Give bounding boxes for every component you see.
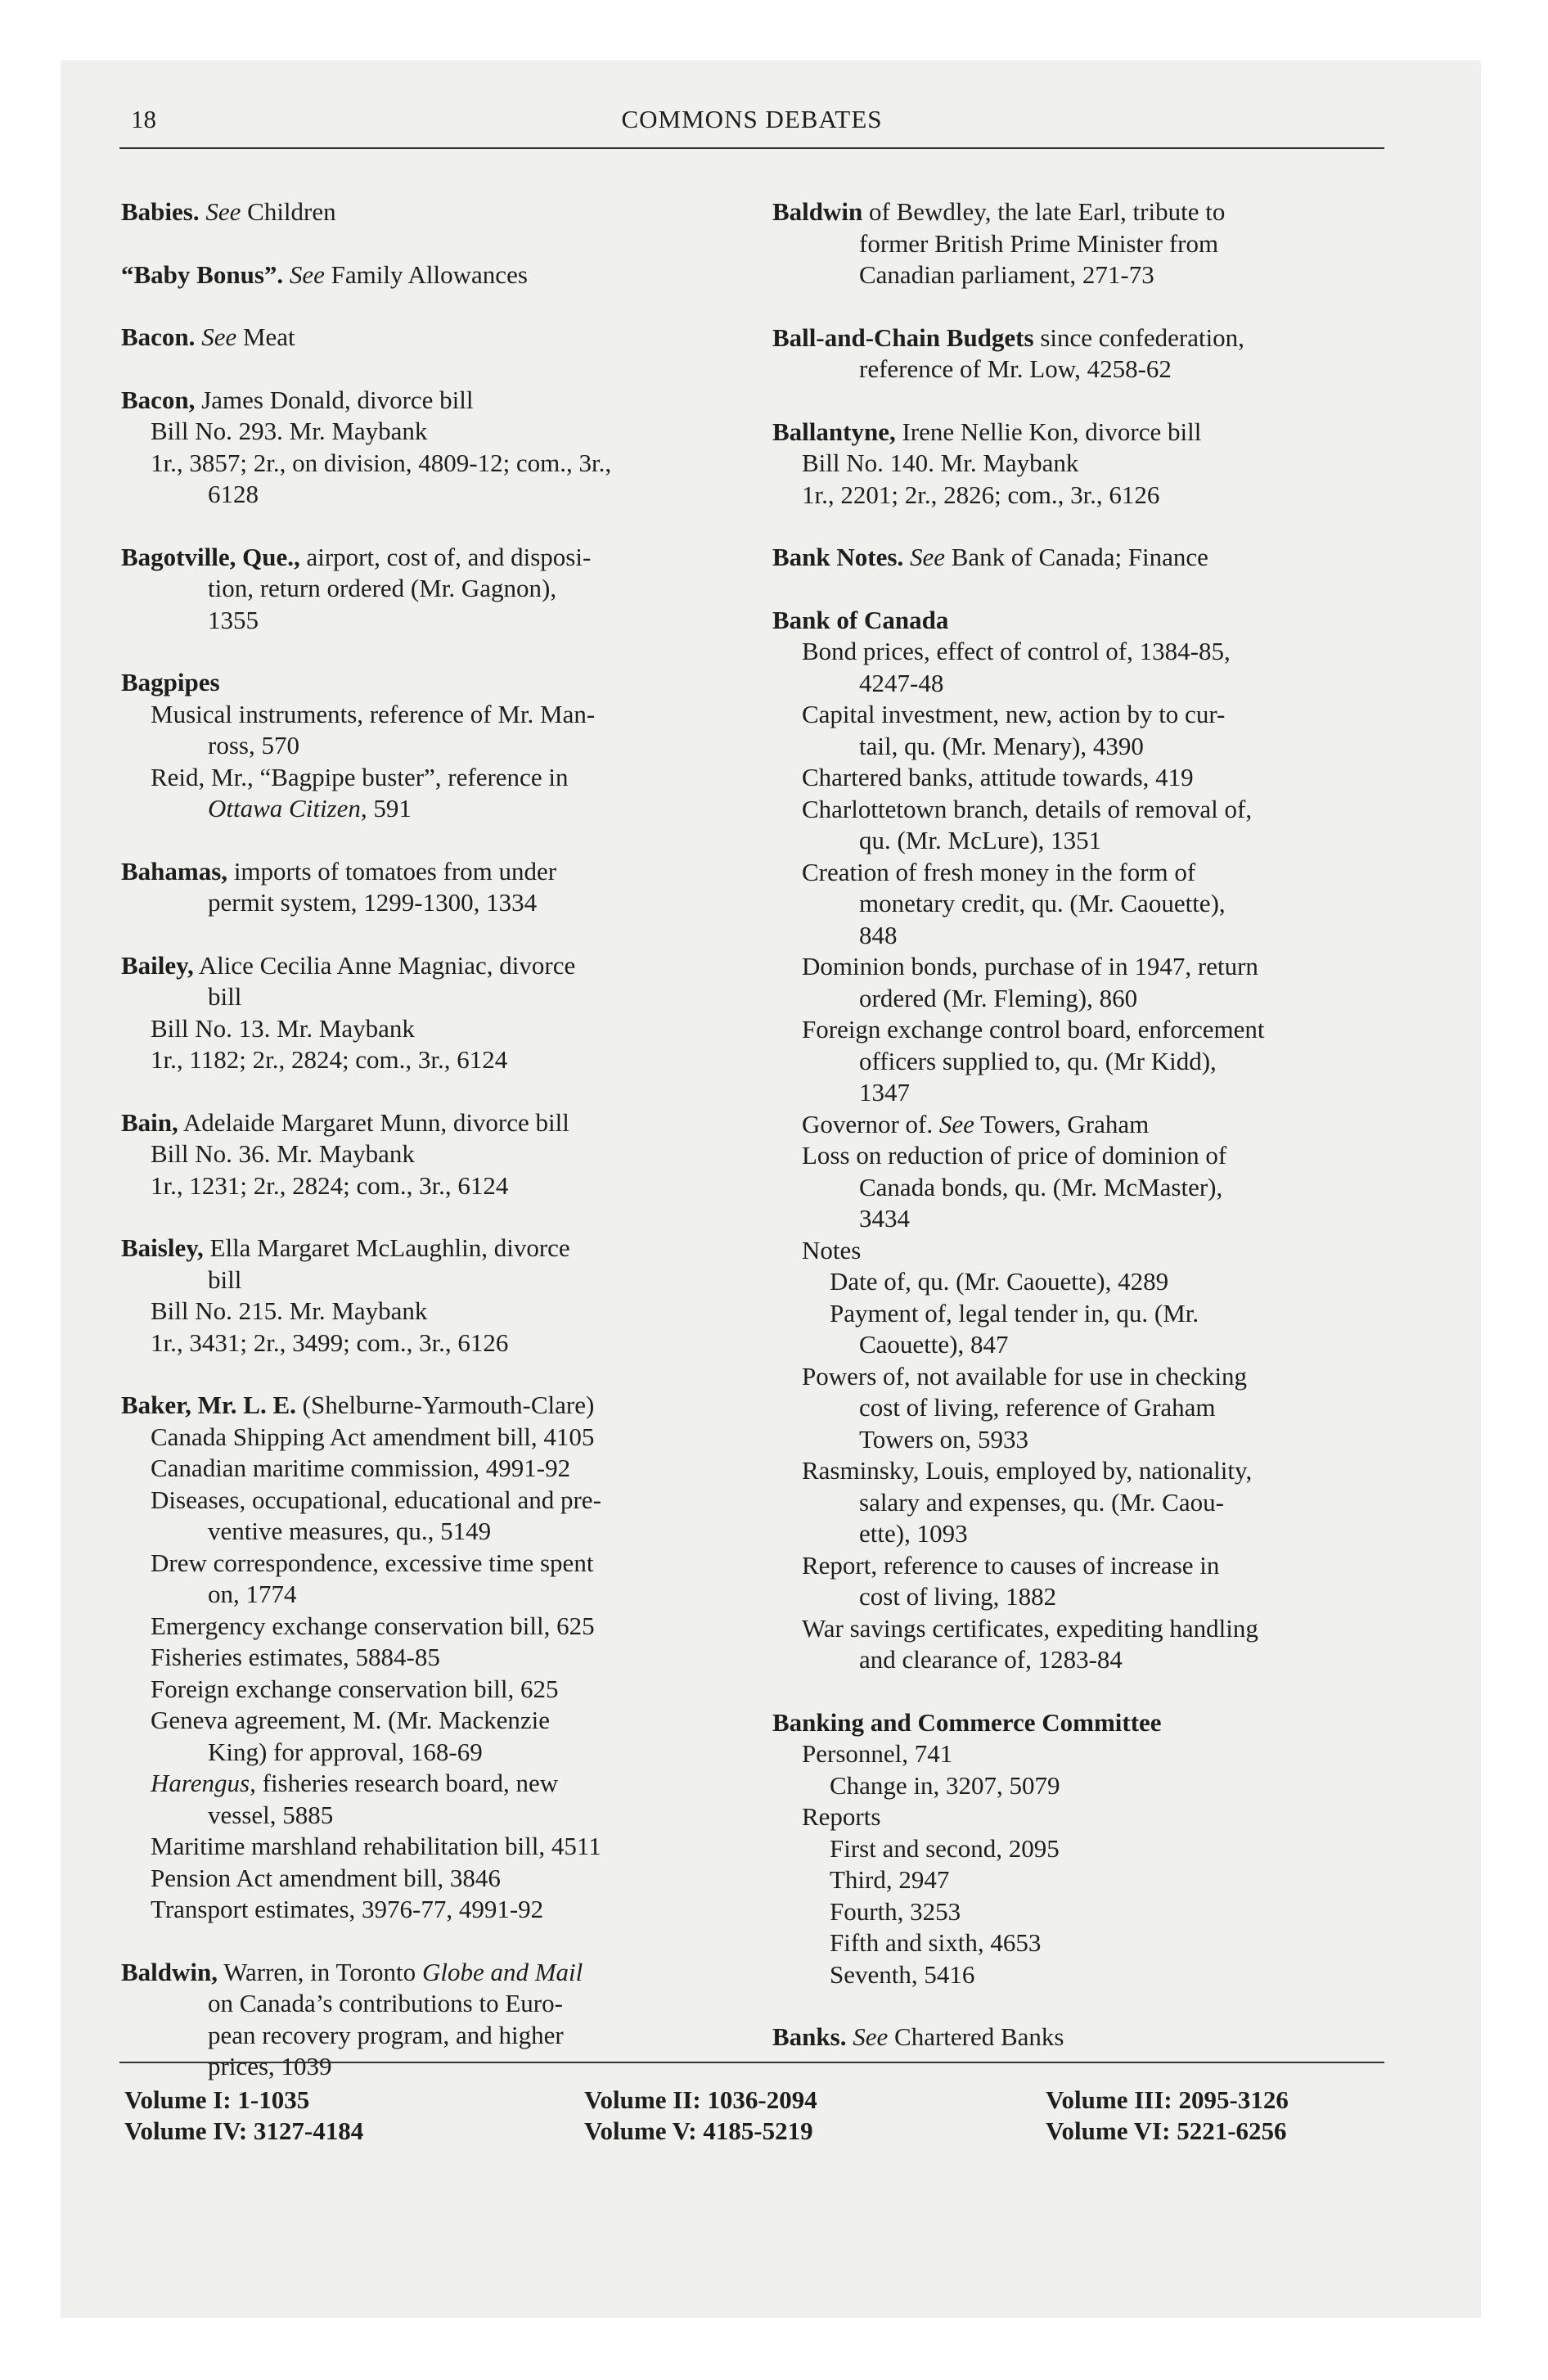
entry-text: Geneva agreement, M. (Mr. Mackenzie: [151, 1706, 551, 1734]
subentry-line: [121, 1516, 718, 1548]
subentry-line: [772, 731, 1370, 763]
entry-text: Family Allowances: [324, 259, 528, 289]
subentry-line: [121, 1327, 718, 1359]
italic-text: See: [199, 197, 241, 226]
entry-text: Foreign exchange conservation bill, 625: [151, 1674, 559, 1703]
entry-heading-line: [121, 196, 718, 228]
entry-text: Third, 2947: [830, 1865, 950, 1894]
entry-text: Towers on, 5933: [859, 1424, 1029, 1454]
entry-heading: Bailey,: [121, 950, 194, 980]
entry-heading: Bain,: [121, 1107, 178, 1137]
entry-text: King) for approval, 168-69: [208, 1737, 483, 1766]
entry-heading-line: [772, 196, 1370, 228]
index-entry: [121, 856, 718, 919]
entry-heading-line: [772, 605, 1370, 637]
italic-text: See: [846, 2022, 889, 2051]
entry-text: 1r., 3431; 2r., 3499; com., 3r., 6126: [151, 1327, 509, 1357]
subentry-line: [772, 1424, 1370, 1456]
index-entry: [772, 605, 1370, 1676]
subentry-line: [121, 605, 718, 637]
right-column: [772, 196, 1370, 2085]
entry-text: ventive measures, qu., 5149: [208, 1517, 492, 1545]
entry-heading: Bacon.: [121, 322, 196, 351]
subentry-line: [121, 448, 718, 480]
subentry-line: [772, 794, 1370, 826]
index-entry: [121, 196, 718, 228]
subentry-line: [121, 1453, 718, 1485]
entry-text: Canada bonds, qu. (Mr. McMaster),: [859, 1172, 1223, 1201]
subentry-line: [772, 1959, 1370, 1991]
subentry-line: [121, 699, 718, 731]
entry-heading-line: [772, 417, 1370, 449]
entry-text: 4247-48: [859, 668, 944, 697]
entry-text: Notes: [802, 1235, 862, 1264]
entry-heading-line: [121, 950, 718, 982]
subentry-line: [772, 1361, 1370, 1393]
entry-text: Personnel, 741: [802, 1739, 953, 1768]
subentry-line: [772, 1644, 1370, 1676]
entry-text: Meat: [236, 322, 295, 351]
italic-text: See: [903, 543, 945, 571]
subentry-line: [121, 793, 718, 825]
entry-text: Loss on reduction of price of dominion of: [802, 1141, 1227, 1170]
entry-text: ross, 570: [208, 731, 299, 760]
entry-text: cost of living, 1882: [859, 1582, 1057, 1611]
entry-text: Governor of.: [802, 1109, 934, 1138]
entry-text: airport, cost of, and disposi-: [299, 542, 592, 571]
entry-text: reference of Mr. Low, 4258-62: [859, 354, 1172, 383]
entry-text: and clearance of, 1283-84: [859, 1645, 1123, 1674]
subentry-line: [772, 1487, 1370, 1519]
entry-text: Report, reference to causes of increase in: [802, 1550, 1220, 1580]
subentry-line: [121, 1800, 718, 1832]
entry-text: Canadian maritime commission, 4991-92: [151, 1454, 571, 1482]
subentry-line: [772, 636, 1370, 668]
entry-text: Chartered Banks: [888, 2022, 1064, 2051]
entry-heading: Ballantyne,: [772, 417, 896, 446]
entry-text: Reid, Mr., “Bagpipe buster”, reference in: [151, 762, 569, 791]
entry-text: Adelaide Margaret Munn, divorce bill: [178, 1107, 569, 1137]
entry-text: Drew correspondence, excessive time spent: [151, 1548, 594, 1577]
entry-heading: Ball-and-Chain Budgets: [772, 322, 1034, 352]
entry-heading-line: [121, 322, 718, 354]
entry-text: 1355: [208, 605, 259, 634]
subentry-line: [121, 1013, 718, 1045]
subentry-line: [772, 1203, 1370, 1235]
entry-text: (Shelburne-Yarmouth-Clare): [295, 1391, 595, 1419]
entry-text: Alice Cecilia Anne Magniac, divorce: [193, 950, 576, 980]
entry-heading: Babies.: [121, 197, 200, 226]
entry-text: officers supplied to, qu. (Mr Kidd),: [859, 1046, 1217, 1075]
entry-text: James Donald, divorce bill: [195, 385, 474, 414]
subentry-line: [772, 699, 1370, 731]
italic-text: Globe and Mail: [416, 1957, 583, 1986]
volume-range: Volume V: 4185-5219: [584, 2116, 813, 2145]
entry-text: Maritime marshland rehabilitation bill, 4511: [151, 1832, 601, 1860]
entry-text: cost of living, reference of Graham: [859, 1393, 1216, 1422]
subentry-line: [121, 1138, 718, 1170]
subentry-line: [121, 762, 718, 794]
index-entry: [121, 1107, 718, 1202]
entry-text: 1r., 1231; 2r., 2824; com., 3r., 6124: [151, 1170, 509, 1200]
entry-text: Diseases, occupational, educational and pre-: [151, 1485, 601, 1514]
entry-text: Capital investment, new, action by to cur-: [802, 700, 1226, 728]
entry-text: bill: [208, 982, 242, 1011]
volume-range: Volume II: 1036-2094: [584, 2085, 817, 2114]
entry-heading: Banking and Commerce Committee: [772, 1707, 1162, 1737]
entry-text: Transport estimates, 3976-77, 4991-92: [151, 1895, 544, 1923]
subentry-line: [121, 1264, 718, 1296]
entry-heading: “Baby Bonus”.: [121, 259, 284, 289]
subentry-line: [772, 1927, 1370, 1959]
index-entry: [121, 1957, 718, 2083]
subentry-line: [121, 1831, 718, 1863]
subentry-line: [772, 1613, 1370, 1645]
entry-text: Bond prices, effect of control of, 1384-85,: [802, 637, 1231, 665]
subentry-line: [121, 416, 718, 448]
entry-text: permit system, 1299-1300, 1334: [208, 888, 538, 917]
entry-text: Towers, Graham: [974, 1109, 1150, 1138]
index-entry: [772, 196, 1370, 291]
subentry-line: [772, 1738, 1370, 1770]
volume-range: Volume I: 1-1035: [124, 2085, 310, 2114]
subentry-line: [121, 1642, 718, 1674]
entry-heading: Baldwin: [772, 197, 863, 226]
entry-text: Children: [241, 197, 336, 226]
subentry-line: [121, 1044, 718, 1076]
subentry-line: [772, 1266, 1370, 1298]
entry-text: Canada Shipping Act amendment bill, 4105: [151, 1422, 595, 1451]
entry-text: since confederation,: [1033, 322, 1244, 352]
italic-text: Harengus,: [151, 1769, 256, 1797]
entry-text: Date of, qu. (Mr. Caouette), 4289: [830, 1267, 1169, 1296]
subentry-line: [121, 1422, 718, 1454]
subentry-line: [121, 887, 718, 919]
entry-heading: Baisley,: [121, 1233, 204, 1262]
entry-heading: Baldwin,: [121, 1957, 218, 1986]
index-entry: [121, 950, 718, 1076]
entry-text: Seventh, 5416: [830, 1959, 975, 1989]
entry-heading: Banks.: [772, 2022, 847, 2051]
entry-text: Bill No. 140. Mr. Maybank: [802, 449, 1079, 477]
entry-heading-line: [121, 1957, 718, 1989]
entry-text: Payment of, legal tender in, qu. (Mr.: [830, 1298, 1199, 1327]
subentry-line: [121, 2051, 718, 2083]
subentry-line: [121, 1894, 718, 1926]
subentry-line: [121, 1611, 718, 1643]
subentry-line: [121, 2020, 718, 2052]
entry-text: tail, qu. (Mr. Menary), 4390: [859, 731, 1144, 760]
entry-text: former British Prime Minister from: [859, 228, 1219, 258]
subentry-line: [772, 1770, 1370, 1802]
entry-text: 1r., 2201; 2r., 2826; com., 3r., 6126: [802, 480, 1160, 509]
entry-text: Caouette), 847: [859, 1330, 1009, 1359]
index-entry: [121, 322, 718, 354]
subentry-line: [772, 951, 1370, 983]
entry-heading-line: [121, 259, 718, 291]
subentry-line: [772, 1140, 1370, 1172]
entry-heading: Bacon,: [121, 385, 196, 414]
subentry-line: [772, 920, 1370, 952]
subentry-line: [121, 730, 718, 762]
entry-text: Irene Nellie Kon, divorce bill: [895, 417, 1202, 446]
entry-text: Chartered banks, attitude towards, 419: [802, 763, 1194, 791]
running-title: COMMONS DEBATES: [621, 105, 883, 133]
entry-text: War savings certificates, expediting handling: [802, 1613, 1258, 1643]
subentry-line: [121, 1296, 718, 1327]
subentry-line: [772, 448, 1370, 480]
entry-heading-line: [121, 385, 718, 417]
entry-text: tion, return ordered (Mr. Gagnon),: [208, 574, 557, 602]
subentry-line: [772, 983, 1370, 1015]
entry-text: First and second, 2095: [830, 1833, 1060, 1863]
index-entry: [121, 259, 718, 291]
entry-text: 1347: [859, 1078, 910, 1107]
italic-text: See: [933, 1109, 974, 1138]
subentry-line: [121, 1988, 718, 2020]
entry-text: Musical instruments, reference of Mr. Man-: [151, 699, 596, 728]
subentry-line: [772, 1109, 1370, 1141]
subentry-line: [121, 981, 718, 1013]
entry-text: 1r., 3857; 2r., on division, 4809-12; com., 3r.,: [151, 448, 612, 477]
italic-text: See: [195, 322, 237, 351]
entry-text: Fourth, 3253: [830, 1896, 961, 1926]
volume-range: Volume III: 2095-3126: [1046, 2085, 1289, 2114]
entry-text: Dominion bonds, purchase of in 1947, return: [802, 952, 1258, 980]
page-number: 18: [131, 105, 156, 133]
subentry-line: [772, 857, 1370, 889]
subentry-line: [772, 1455, 1370, 1487]
entry-text: 591: [367, 794, 412, 823]
subentry-line: [772, 1046, 1370, 1078]
subentry-line: [772, 1581, 1370, 1613]
volume-range: Volume IV: 3127-4184: [124, 2116, 364, 2145]
entry-text: ordered (Mr. Fleming), 860: [859, 983, 1138, 1012]
entry-text: fisheries research board, new: [255, 1769, 559, 1797]
entry-heading-line: [121, 542, 718, 574]
subentry-line: [772, 668, 1370, 700]
entry-heading-line: [772, 2022, 1370, 2053]
italic-text: See: [283, 259, 325, 289]
index-entry: [121, 1233, 718, 1359]
entry-heading: Bahamas,: [121, 856, 228, 886]
entry-text: 6128: [208, 480, 259, 508]
subentry-line: [772, 1550, 1370, 1582]
entry-heading-line: [121, 1390, 718, 1422]
entry-text: Pension Act amendment bill, 3846: [151, 1863, 501, 1892]
subentry-line: [772, 1014, 1370, 1046]
subentry-line: [772, 825, 1370, 857]
entry-text: Warren, in Toronto: [218, 1957, 416, 1986]
entry-text: Bill No. 13. Mr. Maybank: [151, 1013, 415, 1043]
subentry-line: [772, 354, 1370, 385]
entry-heading: Baker, Mr. L. E.: [121, 1391, 296, 1419]
index-entry: [121, 385, 718, 511]
subentry-line: [772, 1329, 1370, 1361]
entry-text: Bank of Canada; Finance: [944, 543, 1208, 571]
subentry-line: [772, 762, 1370, 794]
subentry-line: [772, 228, 1370, 260]
subentry-line: [772, 1864, 1370, 1896]
index-entry: [772, 417, 1370, 512]
entry-heading-line: [121, 856, 718, 888]
entry-heading-line: [772, 1707, 1370, 1739]
entry-text: 3434: [859, 1204, 910, 1233]
index-entry: [121, 1390, 718, 1926]
entry-text: ette), 1093: [859, 1519, 968, 1548]
entry-text: Creation of fresh money in the form of: [802, 857, 1196, 886]
entry-text: imports of tomatoes from under: [227, 856, 557, 886]
entry-text: Bill No. 215. Mr. Maybank: [151, 1296, 428, 1325]
index-entry: [772, 2022, 1370, 2053]
subentry-line: [772, 259, 1370, 291]
subentry-line: [772, 1801, 1370, 1833]
entry-text: Change in, 3207, 5079: [830, 1770, 1060, 1800]
index-entry: [772, 542, 1370, 574]
subentry-line: [121, 1485, 718, 1517]
index-entry: [121, 542, 718, 637]
entry-heading-line: [121, 667, 718, 699]
subentry-line: [121, 1674, 718, 1706]
subentry-line: [772, 480, 1370, 512]
subentry-line: [121, 479, 718, 511]
index-entry: [772, 1707, 1370, 1991]
subentry-line: [121, 1548, 718, 1580]
entry-text: Fisheries estimates, 5884-85: [151, 1643, 440, 1671]
subentry-line: [121, 1768, 718, 1800]
subentry-line: [121, 1170, 718, 1202]
entry-heading: Bagotville, Que.,: [121, 542, 300, 571]
subentry-line: [772, 1172, 1370, 1204]
entry-text: Rasminsky, Louis, employed by, nationality,: [802, 1456, 1253, 1485]
index-page: [119, 98, 1384, 2080]
entry-heading-line: [772, 322, 1370, 354]
subentry-line: [772, 1298, 1370, 1330]
entry-text: Foreign exchange control board, enforcement: [802, 1015, 1265, 1044]
index-columns: [119, 196, 1384, 2080]
entry-heading: Bagpipes: [121, 668, 220, 696]
entry-text: prices, 1039: [208, 2052, 332, 2080]
subentry-line: [772, 1896, 1370, 1928]
subentry-line: [772, 1077, 1370, 1109]
entry-text: Fifth and sixth, 4653: [830, 1928, 1042, 1957]
entry-text: Ella Margaret McLaughlin, divorce: [203, 1233, 570, 1262]
entry-heading-line: [121, 1107, 718, 1139]
entry-text: on Canada’s contributions to Euro-: [208, 1989, 563, 2017]
entry-text: Canadian parliament, 271-73: [859, 260, 1154, 289]
entry-heading: Bank of Canada: [772, 605, 949, 634]
subentry-line: [121, 1737, 718, 1769]
index-entry: [121, 667, 718, 825]
entry-text: on, 1774: [208, 1580, 297, 1608]
entry-text: bill: [208, 1264, 242, 1294]
volume-range: Volume VI: 5221-6256: [1046, 2116, 1287, 2145]
subentry-line: [772, 1235, 1370, 1267]
page-header: [119, 98, 1384, 149]
entry-text: Bill No. 293. Mr. Maybank: [151, 417, 428, 445]
entry-heading: Bank Notes.: [772, 543, 904, 571]
entry-text: Emergency exchange conservation bill, 625: [151, 1611, 595, 1640]
subentry-line: [772, 888, 1370, 920]
italic-text: Ottawa: [208, 794, 283, 823]
subentry-line: [121, 1579, 718, 1611]
entry-text: vessel, 5885: [208, 1800, 334, 1829]
entry-heading-line: [772, 542, 1370, 574]
entry-text: of Bewdley, the late Earl, tribute to: [862, 197, 1226, 226]
subentry-line: [772, 1833, 1370, 1865]
entry-text: monetary credit, qu. (Mr. Caouette),: [859, 889, 1226, 917]
entry-text: salary and expenses, qu. (Mr. Caou-: [859, 1487, 1224, 1517]
entry-text: 848: [859, 920, 898, 949]
entry-text: 1r., 1182; 2r., 2824; com., 3r., 6124: [151, 1045, 508, 1074]
entry-text: Charlottetown branch, details of removal of,: [802, 794, 1253, 823]
entry-heading-line: [121, 1233, 718, 1264]
subentry-line: [772, 1392, 1370, 1424]
italic-text: Citizen,: [282, 794, 367, 823]
subentry-line: [772, 1518, 1370, 1550]
entry-text: Bill No. 36. Mr. Maybank: [151, 1139, 415, 1168]
entry-text: Powers of, not available for use in checking: [802, 1361, 1248, 1391]
index-entry: [772, 322, 1370, 385]
subentry-line: [121, 1863, 718, 1895]
entry-text: Reports: [802, 1802, 881, 1831]
entry-text: pean recovery program, and higher: [208, 2020, 564, 2049]
left-column: [121, 196, 718, 2114]
entry-text: qu. (Mr. McLure), 1351: [859, 826, 1102, 854]
subentry-line: [121, 1705, 718, 1737]
subentry-line: [121, 573, 718, 605]
